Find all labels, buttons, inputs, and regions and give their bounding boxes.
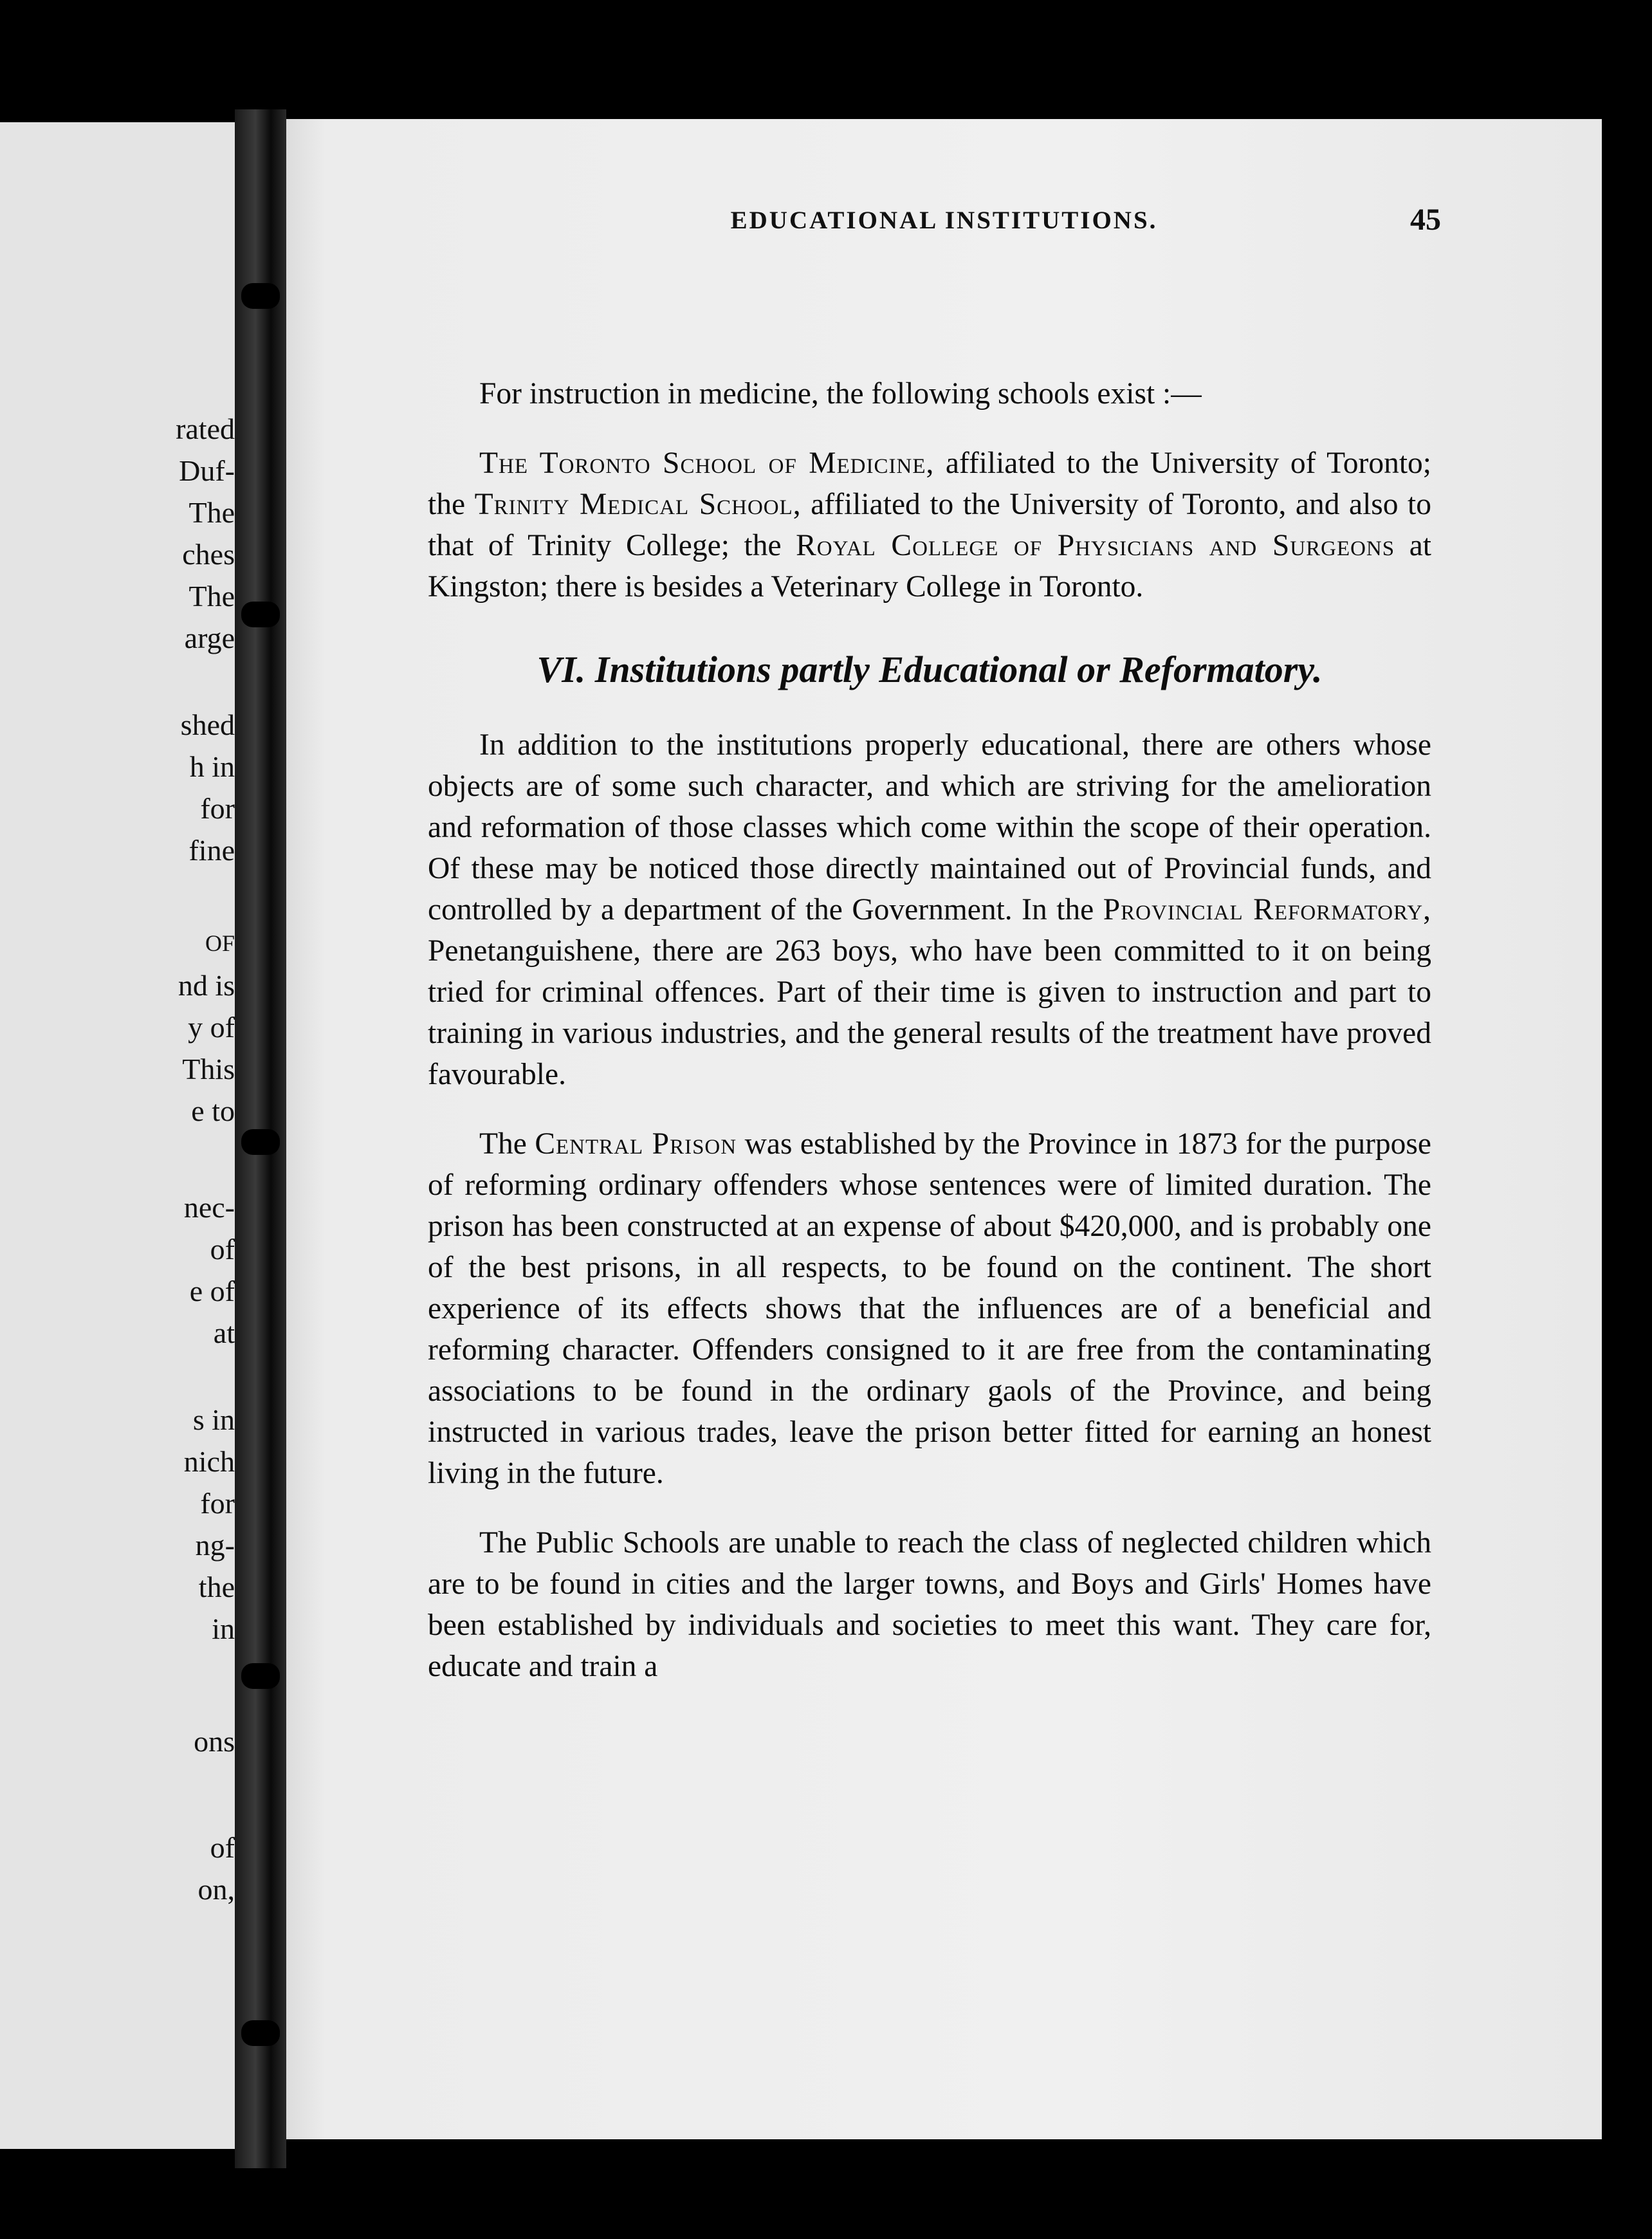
section-heading: VI. Institutions partly Educational or Reformatory. bbox=[537, 649, 1323, 690]
left-fragment: The bbox=[188, 496, 235, 529]
binding-stitch bbox=[241, 2020, 280, 2046]
binding-stitch bbox=[241, 283, 280, 309]
left-fragment: nich bbox=[183, 1445, 235, 1478]
left-fragment: rated bbox=[176, 412, 235, 445]
left-fragment: for bbox=[200, 1487, 235, 1520]
paragraph-text: was established by the Province in 1873 for the purpose of reforming ordinary offenders whose sentences were of limited duration. The prison has been constructed at an expense of about $420,000, and is probably one of the best prisons, in all respects, to be found on the continent. The short experience of its effects shows that the influences are of a beneficial and reforming character. Offenders consigned to it are free from the contaminating associations to be found in the ordinary gaols of the Province, and being instructed in various trades, leave the prison better fitted for earning an honest living in the future. bbox=[428, 1127, 1431, 1490]
left-fragment: ng- bbox=[195, 1529, 235, 1562]
left-fragment: in bbox=[212, 1612, 235, 1645]
page-number: 45 bbox=[1410, 203, 1441, 237]
paragraph-text: affiliated to the University of Toronto, and also to that of Trinity College; the bbox=[428, 488, 1431, 562]
left-fragment: The bbox=[188, 580, 235, 613]
binding-stitch bbox=[241, 1129, 280, 1155]
left-fragment: h in bbox=[189, 750, 235, 783]
left-fragment: ches bbox=[182, 538, 235, 571]
left-fragment: shed bbox=[180, 708, 235, 741]
left-fragment: e of bbox=[189, 1275, 235, 1307]
paragraph-text: affiliated to the University of Toronto; the bbox=[428, 447, 1431, 521]
left-fragment: y of bbox=[188, 1011, 235, 1044]
left-fragment: on, bbox=[197, 1873, 235, 1906]
running-head-title: EDUCATIONAL INSTITUTIONS. bbox=[730, 207, 1158, 234]
school-name: Trinity Medical School, bbox=[474, 488, 802, 521]
left-fragment: of bbox=[210, 1831, 235, 1864]
left-fragment: Duf- bbox=[179, 454, 235, 487]
medical-schools-paragraph bbox=[428, 443, 1431, 607]
left-fragment: nd is bbox=[178, 969, 235, 1002]
paragraph-text: The bbox=[479, 1127, 535, 1161]
left-fragment: at bbox=[213, 1316, 235, 1349]
left-fragment: OF bbox=[205, 930, 235, 956]
binding-stitch bbox=[241, 1663, 280, 1689]
left-fragment: This bbox=[182, 1053, 235, 1085]
left-fragment: e to bbox=[191, 1094, 235, 1127]
medicine-intro-paragraph: For instruction in medicine, the following schools exist :— bbox=[479, 377, 1202, 410]
school-name: Royal College of Physicians and Surgeons bbox=[796, 529, 1395, 562]
public-schools-paragraph: The Public Schools are unable to reach the class of neglected children which are to be found in cities and the larger towns, and Boys and Girls' Homes have been established by individuals and societies to meet this want. They care for, educate and train a bbox=[428, 1526, 1431, 1683]
running-head bbox=[447, 203, 1441, 244]
left-fragment: the bbox=[198, 1571, 235, 1603]
school-name: The Toronto School of Medicine, bbox=[479, 447, 935, 480]
central-prison-paragraph bbox=[428, 1123, 1431, 1494]
reformatory-paragraph bbox=[428, 724, 1431, 1095]
left-fragment: ons bbox=[194, 1725, 235, 1758]
binding-stitch bbox=[241, 602, 280, 627]
left-fragment: fine bbox=[188, 834, 235, 867]
paragraph-text: at Kingston; there is besides a Veterinary College in Toronto. bbox=[428, 529, 1431, 604]
institution-name: Provincial Reformatory, bbox=[1103, 893, 1431, 926]
paragraph-text: Penetanguishene, there are 263 boys, who have been committed to it on being tried for criminal offences. Part of their time is given to instruction and part to training in various industries, and the general results of the treatment have proved favourable. bbox=[428, 934, 1431, 1091]
left-fragment: for bbox=[200, 792, 235, 825]
paragraph-text: In addition to the institutions properly educational, there are others whose objects are of some such character, and which are striving for the amelioration and reformation of those classes which come within the scope of their operation. Of these may be noticed those directly maintained out of Provincial funds, and controlled by a department of the Government. In the bbox=[428, 728, 1431, 926]
page-body bbox=[428, 373, 1431, 1687]
left-fragment: nec- bbox=[183, 1191, 235, 1224]
left-fragment: of bbox=[210, 1233, 235, 1266]
left-facing-page bbox=[0, 122, 235, 2149]
left-fragment: arge bbox=[184, 622, 235, 654]
institution-name: Central Prison bbox=[535, 1127, 737, 1161]
left-fragment: s in bbox=[192, 1403, 235, 1436]
